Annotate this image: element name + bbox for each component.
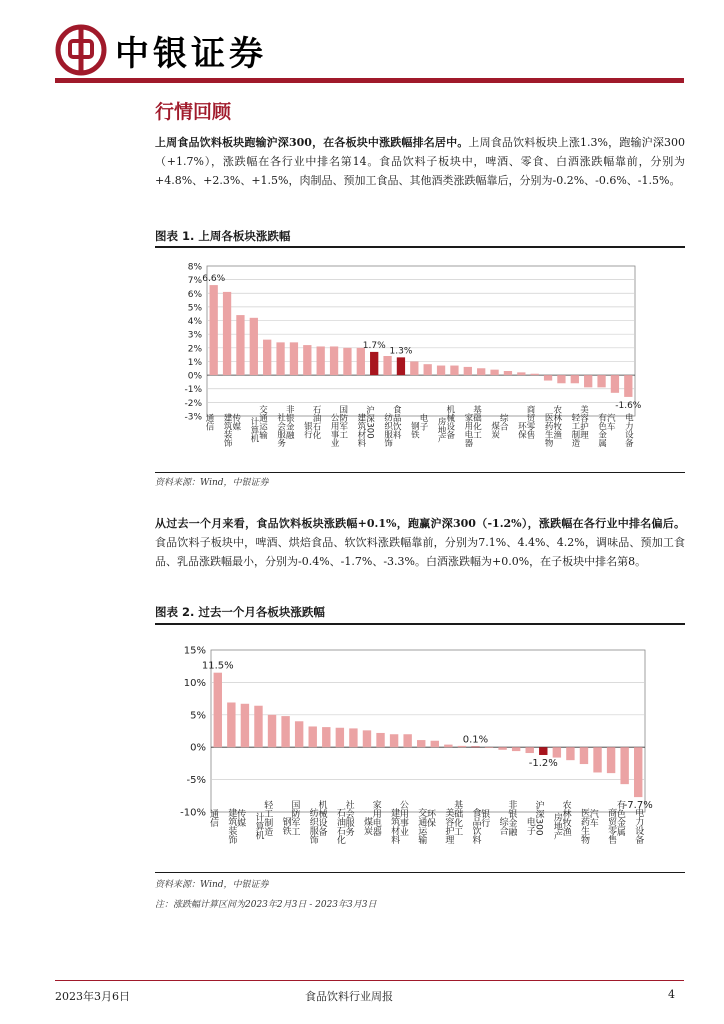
bar bbox=[383, 356, 391, 375]
bar bbox=[357, 348, 365, 375]
y-tick-label: 5% bbox=[190, 710, 206, 722]
y-tick-label: -2% bbox=[184, 398, 202, 409]
bar bbox=[343, 348, 351, 375]
x-category-label: 农林牧渔 bbox=[551, 405, 562, 439]
bar bbox=[607, 747, 615, 773]
figure2-note: 注：涨跌幅计算区间为2023年2月3日 - 2023年3月3日 bbox=[155, 900, 377, 910]
bar bbox=[464, 367, 472, 375]
footer-page-number: 4 bbox=[668, 988, 675, 1001]
bar bbox=[363, 730, 371, 747]
figure2-bottom-rule bbox=[155, 872, 685, 873]
bar bbox=[593, 747, 601, 772]
bar bbox=[336, 728, 344, 747]
paragraph-monthly-lead: 从过去一个月来看，食品饮料板块涨跌幅+0.1%，跑赢沪深300（-1.2%），涨跌幅在各行业中排名偏后。 bbox=[155, 517, 685, 530]
bar bbox=[485, 747, 493, 748]
bar bbox=[376, 733, 384, 747]
bar bbox=[450, 366, 458, 376]
bar bbox=[410, 361, 418, 375]
x-category-label: 公用事业 bbox=[397, 800, 408, 836]
x-category-label: 纺织服饰 bbox=[307, 808, 318, 844]
figure1-top-rule bbox=[155, 246, 685, 248]
bar bbox=[539, 747, 547, 755]
paragraph-weekly bbox=[155, 133, 685, 190]
figure1-bottom-rule bbox=[155, 472, 685, 473]
x-category-label: 建筑装饰 bbox=[226, 808, 237, 844]
bar bbox=[424, 364, 432, 375]
x-category-label: 综合 bbox=[498, 413, 509, 431]
x-category-label: 建筑材料 bbox=[355, 413, 366, 447]
x-category-label: 汽车 bbox=[605, 413, 616, 431]
x-category-label: 银行 bbox=[479, 809, 490, 827]
bar bbox=[250, 318, 258, 375]
x-category-label: 农林牧渔 bbox=[560, 800, 571, 836]
data-label: 11.5% bbox=[201, 660, 234, 672]
bar bbox=[227, 702, 235, 747]
bar bbox=[276, 342, 284, 375]
x-category-label: 商贸零售 bbox=[606, 808, 617, 844]
bar bbox=[403, 734, 411, 747]
x-category-label: 综合 bbox=[497, 817, 508, 835]
chart-monthly-sector-change bbox=[155, 638, 685, 870]
bar bbox=[526, 747, 534, 753]
x-category-label: 非银金融 bbox=[506, 800, 517, 836]
x-category-label: 家用电器 bbox=[370, 800, 381, 836]
x-category-label: 国防军工 bbox=[289, 800, 300, 836]
x-category-label: 医药生物 bbox=[543, 413, 554, 447]
figure1-source: 资料来源：Wind，中银证券 bbox=[155, 478, 269, 488]
bar bbox=[303, 345, 311, 375]
bar bbox=[437, 366, 445, 376]
bar bbox=[254, 706, 262, 747]
figure2-title: 图表 2. 过去一个月各板块涨跌幅 bbox=[155, 605, 325, 619]
bar bbox=[611, 375, 619, 393]
x-category-label: 美容护理 bbox=[578, 405, 589, 439]
data-label: -7.7% bbox=[623, 800, 653, 812]
x-category-label: 建筑装饰 bbox=[222, 413, 233, 447]
bar bbox=[517, 372, 525, 375]
bar bbox=[571, 375, 579, 383]
bar bbox=[584, 375, 592, 387]
x-category-label: 房地产 bbox=[436, 417, 447, 443]
x-category-label: 环保 bbox=[516, 421, 527, 439]
figure2-source: 资料来源：Wind，中银证券 bbox=[155, 880, 269, 890]
footer-date: 2023年3月6日 bbox=[55, 990, 130, 1003]
bar bbox=[566, 747, 574, 760]
x-category-label: 煤炭 bbox=[489, 421, 500, 439]
bar bbox=[553, 747, 561, 757]
bar bbox=[498, 747, 506, 750]
paragraph-monthly bbox=[155, 514, 685, 571]
x-category-label: 电子 bbox=[524, 817, 535, 835]
bar bbox=[263, 340, 271, 375]
x-category-label: 房地产 bbox=[551, 812, 562, 840]
paragraph-weekly-body: 上周食品饮料板块上涨1.3%，跑输沪深300（+1.7%），涨跌幅在各行业中排名第14。食品饮料子板块中，啤酒、零食、白酒涨跌幅靠前，分别为+4.8%、+2.3%、+1.5%，肉制品、预加工食品、其他酒类涨跌幅靠后，分别为-0.2%、-0.6%、-1.5%。 bbox=[155, 136, 685, 187]
x-category-label: 非银金融 bbox=[284, 405, 295, 439]
bar bbox=[444, 745, 452, 748]
y-tick-label: 3% bbox=[187, 330, 202, 341]
bar bbox=[557, 375, 565, 383]
data-label: 1.7% bbox=[362, 340, 386, 351]
bar bbox=[471, 747, 479, 748]
y-tick-label: -1% bbox=[184, 385, 202, 396]
x-category-label: 电力设备 bbox=[633, 808, 644, 844]
y-tick-label: 0% bbox=[190, 742, 206, 754]
bar bbox=[597, 375, 605, 387]
bar bbox=[317, 346, 325, 375]
x-category-label: 有色金属 bbox=[596, 413, 607, 447]
bank-of-china-logo-icon bbox=[55, 24, 107, 76]
bar bbox=[417, 740, 425, 747]
data-label: -1.6% bbox=[615, 400, 642, 411]
bar bbox=[290, 342, 298, 375]
data-label: 0.1% bbox=[462, 734, 489, 746]
x-category-label: 通信 bbox=[204, 413, 215, 431]
bar bbox=[490, 370, 498, 375]
bar bbox=[580, 747, 588, 764]
x-category-label: 电力设备 bbox=[623, 413, 634, 447]
bar bbox=[214, 673, 222, 748]
x-category-label: 基础化工 bbox=[452, 800, 463, 836]
x-category-label: 银行 bbox=[302, 421, 313, 439]
bar bbox=[241, 704, 249, 747]
x-category-label: 基础化工 bbox=[471, 405, 482, 439]
bar bbox=[634, 747, 642, 797]
x-category-label: 机械设备 bbox=[444, 405, 455, 439]
y-tick-label: -3% bbox=[184, 412, 202, 423]
y-tick-label: 10% bbox=[183, 677, 206, 689]
bar bbox=[477, 368, 485, 375]
x-category-label: 机械设备 bbox=[316, 800, 327, 836]
x-category-label: 建筑材料 bbox=[389, 808, 400, 844]
brand-name: 中银证券 bbox=[115, 34, 267, 74]
y-tick-label: 1% bbox=[187, 357, 202, 368]
x-category-label: 环保 bbox=[425, 809, 436, 827]
bar bbox=[504, 371, 512, 375]
bar bbox=[397, 357, 405, 375]
x-category-label: 社会服务 bbox=[343, 800, 354, 836]
x-category-label: 汽车 bbox=[587, 809, 598, 827]
x-category-label: 有色金属 bbox=[614, 800, 625, 836]
bar bbox=[544, 375, 552, 380]
x-category-label: 电子 bbox=[418, 413, 429, 431]
section-title: 行情回顾 bbox=[155, 101, 232, 123]
data-label: 6.6% bbox=[202, 274, 226, 285]
bar bbox=[210, 285, 218, 375]
y-tick-label: 15% bbox=[183, 645, 206, 657]
x-category-label: 交通运输 bbox=[257, 405, 268, 439]
y-tick-label: -5% bbox=[186, 775, 206, 787]
x-category-label: 沪深300 bbox=[364, 405, 375, 439]
x-category-label: 计算机 bbox=[253, 812, 264, 840]
bar bbox=[330, 346, 338, 375]
x-category-label: 交通运输 bbox=[416, 808, 427, 844]
figure1-title: 图表 1. 上周各板块涨跌幅 bbox=[155, 229, 291, 243]
x-category-label: 国防军工 bbox=[337, 405, 348, 439]
bar bbox=[531, 374, 539, 375]
x-category-label: 钢铁 bbox=[280, 817, 291, 835]
bar bbox=[349, 728, 357, 747]
x-category-label: 社会服务 bbox=[275, 413, 286, 447]
x-category-label: 传媒 bbox=[235, 809, 246, 827]
x-category-label: 食品饮料 bbox=[391, 405, 402, 439]
x-category-label: 沪深300 bbox=[533, 800, 544, 836]
bar bbox=[268, 715, 276, 747]
x-category-label: 纺织服饰 bbox=[382, 413, 393, 447]
y-tick-label: 8% bbox=[187, 262, 202, 273]
bar bbox=[512, 747, 520, 751]
bar bbox=[309, 726, 317, 747]
bar bbox=[322, 727, 330, 747]
y-tick-label: 4% bbox=[187, 317, 202, 328]
bar bbox=[295, 721, 303, 747]
bar bbox=[281, 716, 289, 747]
x-category-label: 煤炭 bbox=[361, 817, 372, 835]
figure2-top-rule bbox=[155, 623, 685, 625]
footer-report-name: 食品饮料行业周报 bbox=[305, 990, 393, 1003]
data-label: 1.3% bbox=[389, 346, 413, 357]
y-tick-label: 0% bbox=[187, 371, 202, 382]
bar bbox=[223, 292, 231, 375]
bar bbox=[624, 375, 632, 397]
y-tick-label: 5% bbox=[187, 303, 202, 314]
x-category-label: 传媒 bbox=[230, 413, 241, 431]
header-divider bbox=[55, 78, 684, 83]
x-category-label: 医药生物 bbox=[578, 808, 589, 844]
bar bbox=[620, 747, 628, 784]
x-category-label: 公用事业 bbox=[329, 413, 340, 447]
x-category-label: 石油石化 bbox=[334, 808, 345, 844]
bar bbox=[370, 352, 378, 375]
x-category-label: 食品饮料 bbox=[470, 808, 481, 844]
chart-weekly-sector-change bbox=[155, 250, 685, 470]
bar bbox=[431, 741, 439, 747]
bar bbox=[458, 746, 466, 747]
data-label: -1.2% bbox=[528, 757, 558, 769]
x-category-label: 商贸零售 bbox=[525, 405, 536, 439]
bar bbox=[390, 734, 398, 747]
x-category-label: 美容护理 bbox=[443, 808, 454, 844]
footer-divider bbox=[55, 980, 684, 981]
y-tick-label: 7% bbox=[187, 276, 202, 287]
x-category-label: 计算机 bbox=[248, 417, 259, 443]
x-category-label: 轻工制造 bbox=[262, 800, 273, 836]
y-tick-label: -10% bbox=[180, 807, 206, 819]
x-category-label: 通信 bbox=[208, 809, 219, 827]
x-category-label: 钢铁 bbox=[409, 421, 420, 439]
bar bbox=[236, 315, 244, 375]
x-category-label: 家用电器 bbox=[462, 413, 473, 447]
paragraph-weekly-lead: 上周食品饮料板块跑输沪深300，在各板块中涨跌幅排名居中。 bbox=[155, 136, 469, 149]
y-tick-label: 2% bbox=[187, 344, 202, 355]
paragraph-monthly-body: 食品饮料子板块中，啤酒、烘焙食品、软饮料涨跌幅靠前，分别为7.1%、4.4%、4.2%，调味品、预加工食品、乳品涨跌幅最小，分别为-0.4%、-1.7%、-3.3%。白酒涨跌幅为+0.0%，在子板块中排名第8。 bbox=[155, 536, 685, 568]
x-category-label: 石油石化 bbox=[311, 405, 322, 439]
x-category-label: 轻工制造 bbox=[569, 413, 580, 447]
y-tick-label: 6% bbox=[187, 289, 202, 300]
